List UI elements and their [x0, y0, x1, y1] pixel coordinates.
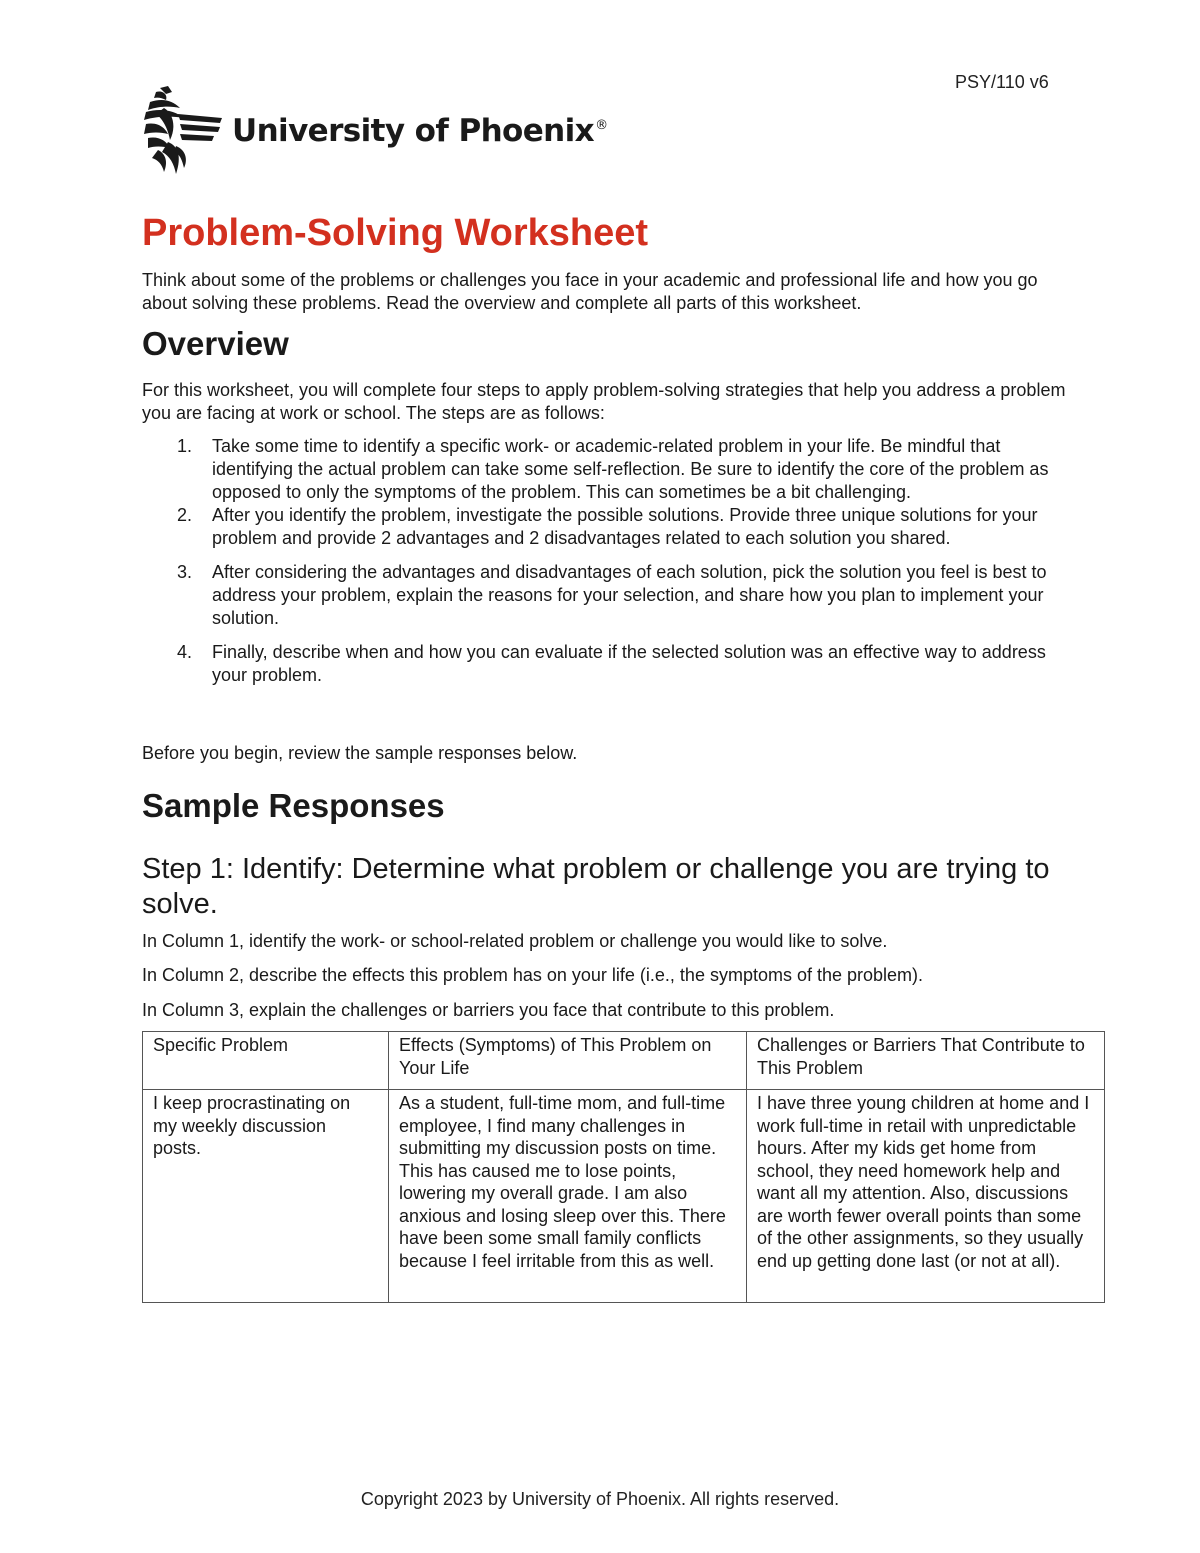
- list-item: 4. Finally, describe when and how you can evaluate if the selected solution was an effective way to address your problem.: [177, 642, 1046, 685]
- copyright-footer: Copyright 2023 by University of Phoenix. All rights reserved.: [360, 1489, 840, 1509]
- logo-wordmark: University of Phoenix®: [232, 113, 608, 149]
- steps-list: [142, 435, 1072, 698]
- before-you-begin-text: Before you begin, review the sample responses below.: [142, 743, 578, 763]
- table-header-cell: Challenges or Barriers That Contribute to This Problem: [747, 1032, 1105, 1090]
- intro-paragraph: Think about some of the problems or challenges you face in your academic and professional life and how you go about solving these problems. Read the overview and complete all parts of this worksheet.: [142, 270, 1038, 313]
- table-row: [143, 1090, 1105, 1303]
- list-item: 1. Take some time to identify a specific work- or academic-related problem in your life. Be mindful that identifying the actual problem can take some self-reflection. Be sure to identify the core of the problem as opposed to only the symptoms of the problem. This can sometimes be a bit challenging.: [177, 436, 1049, 502]
- course-code: PSY/110 v6: [955, 72, 1049, 92]
- column1-instruction: In Column 1, identify the work- or school-related problem or challenge you would like to solve.: [142, 931, 888, 951]
- step1-heading: Step 1: Identify: Determine what problem or challenge you are trying to solve.: [142, 853, 1050, 920]
- university-logo: [142, 84, 607, 176]
- table-header-cell: Specific Problem: [143, 1032, 389, 1090]
- column2-instruction: In Column 2, describe the effects this problem has on your life (i.e., the symptoms of the problem).: [142, 965, 924, 985]
- list-item: 3. After considering the advantages and disadvantages of each solution, pick the solution you feel is best to address your problem, explain the reasons for your selection, and share how you plan to implement your solution.: [177, 562, 1047, 628]
- table-header-row: [143, 1032, 1105, 1090]
- table-cell: I have three young children at home and I work full-time in retail with unpredictable hours. After my kids get home from school, they need homework help and want all my attention. Also, discussions are worth fewer overall points than some of the other assignments, so they usually end up getting done last (or not at all).: [747, 1090, 1105, 1303]
- table-header-cell: Effects (Symptoms) of This Problem on Your Life: [389, 1032, 747, 1090]
- table-cell: I keep procrastinating on my weekly discussion posts.: [143, 1090, 389, 1303]
- page-title: Problem-Solving Worksheet: [142, 212, 649, 254]
- table-cell: As a student, full-time mom, and full-time employee, I find many challenges in submitting my discussion posts on time. This has caused me to lose points, lowering my overall grade. I am also anxious and losing sleep over this. There have been some small family conflicts because I feel irritable from this as well.: [389, 1090, 747, 1303]
- overview-heading: Overview: [142, 325, 289, 362]
- sample-response-table: [142, 1031, 1105, 1303]
- list-item: 2. After you identify the problem, investigate the possible solutions. Provide three unique solutions for your problem and provide 2 advantages and 2 disadvantages related to each solution you shared.: [177, 505, 1038, 548]
- column3-instruction: In Column 3, explain the challenges or barriers you face that contribute to this problem.: [142, 1000, 835, 1020]
- overview-paragraph: For this worksheet, you will complete four steps to apply problem-solving strategies that help you address a problem you are facing at work or school. The steps are as follows:: [142, 380, 1066, 423]
- phoenix-bird-icon: [142, 84, 224, 176]
- sample-responses-heading: Sample Responses: [142, 787, 445, 824]
